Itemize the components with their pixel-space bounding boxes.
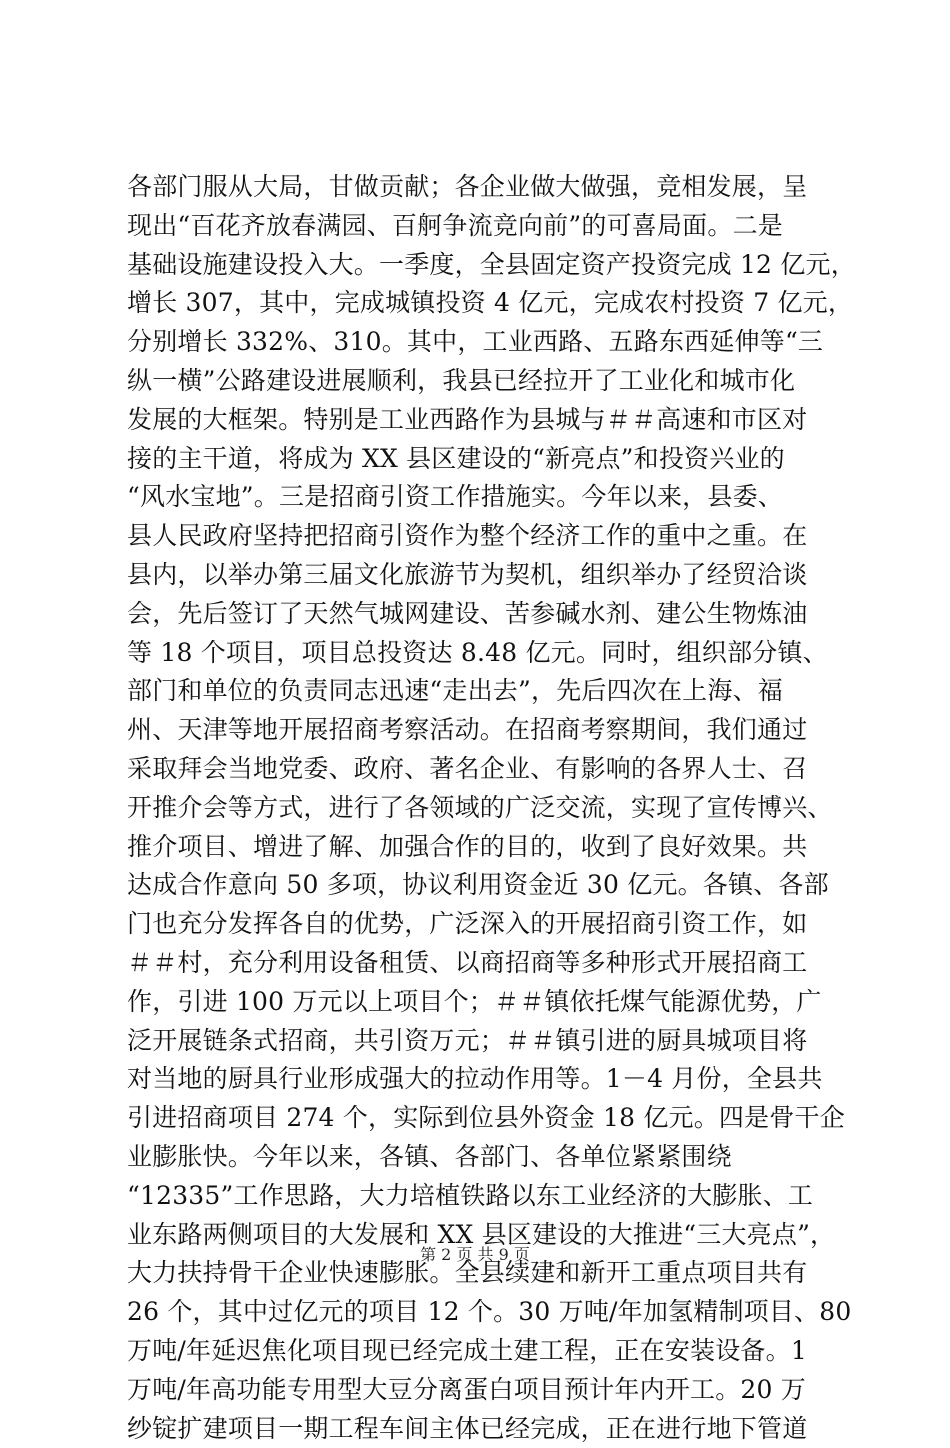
- page-number-footer: 第 2 页 共 9 页: [0, 1245, 950, 1265]
- text-line: 接的主干道，将成为 XX 县区建设的“新亮点”和投资兴业的: [127, 440, 857, 479]
- text-line: 基础设施建设投入大。一季度，全县固定资产投资完成 12 亿元，: [127, 246, 857, 285]
- text-line: 大力扶持骨干企业快速膨胀。全县续建和新开工重点项目共有: [127, 1254, 857, 1293]
- text-line: 业东路两侧项目的大发展和 XX 县区建设的大推进“三大亮点”，: [127, 1216, 857, 1255]
- text-line: “12335”工作思路，大力培植铁路以东工业经济的大膨胀、工: [127, 1177, 857, 1216]
- text-line: 引进招商项目 274 个，实际到位县外资金 18 亿元。四是骨干企: [127, 1099, 857, 1138]
- text-line: 泛开展链条式招商，共引资万元；＃＃镇引进的厨具城项目将: [127, 1022, 857, 1061]
- text-line: “风水宝地”。三是招商引资工作措施实。今年以来，县委、: [127, 478, 857, 517]
- text-line: ＃＃村，充分利用设备租赁、以商招商等多种形式开展招商工: [127, 944, 857, 983]
- text-line: 万吨/年高功能专用型大豆分离蛋白项目预计年内开工。20 万: [127, 1371, 857, 1410]
- text-line: 门也充分发挥各自的优势，广泛深入的开展招商引资工作，如: [127, 905, 857, 944]
- text-line: 采取拜会当地党委、政府、著名企业、有影响的各界人士、召: [127, 750, 857, 789]
- text-line: 现出“百花齐放春满园、百舸争流竞向前”的可喜局面。二是: [127, 207, 857, 246]
- text-line: 各部门服从大局，甘做贡献；各企业做大做强，竞相发展，呈: [127, 168, 857, 207]
- text-line: 纱锭扩建项目一期工程车间主体已经完成，正在进行地下管道: [127, 1410, 857, 1448]
- text-line: 纵一横”公路建设进展顺利，我县已经拉开了工业化和城市化: [127, 362, 857, 401]
- text-line: 分别增长 332%、310。其中，工业西路、五路东西延伸等“三: [127, 323, 857, 362]
- text-line: 会，先后签订了天然气城网建设、苦参碱水剂、建公生物炼油: [127, 595, 857, 634]
- text-line: 对当地的厨具行业形成强大的拉动作用等。1－4 月份，全县共: [127, 1060, 857, 1099]
- text-line: 开推介会等方式，进行了各领域的广泛交流，实现了宣传博兴、: [127, 789, 857, 828]
- text-line: 推介项目、增进了解、加强合作的目的，收到了良好效果。共: [127, 828, 857, 867]
- text-line: 万吨/年延迟焦化项目现已经完成土建工程，正在安装设备。1: [127, 1332, 857, 1371]
- text-line: 县人民政府坚持把招商引资作为整个经济工作的重中之重。在: [127, 517, 857, 556]
- text-line: 作，引进 100 万元以上项目个；＃＃镇依托煤气能源优势，广: [127, 983, 857, 1022]
- text-line: 州、天津等地开展招商考察活动。在招商考察期间，我们通过: [127, 711, 857, 750]
- text-line: 等 18 个项目，项目总投资达 8.48 亿元。同时，组织部分镇、: [127, 634, 857, 673]
- text-line: 发展的大框架。特别是工业西路作为县城与＃＃高速和市区对: [127, 401, 857, 440]
- text-line: 县内，以举办第三届文化旅游节为契机，组织举办了经贸洽谈: [127, 556, 857, 595]
- text-line: 26 个，其中过亿元的项目 12 个。30 万吨/年加氢精制项目、80: [127, 1293, 857, 1332]
- text-line: 业膨胀快。今年以来，各镇、各部门、各单位紧紧围绕: [127, 1138, 857, 1177]
- text-line: 增长 307，其中，完成城镇投资 4 亿元，完成农村投资 7 亿元，: [127, 284, 857, 323]
- text-line: 达成合作意向 50 多项，协议利用资金近 30 亿元。各镇、各部: [127, 866, 857, 905]
- text-line: 部门和单位的负责同志迅速“走出去”，先后四次在上海、福: [127, 672, 857, 711]
